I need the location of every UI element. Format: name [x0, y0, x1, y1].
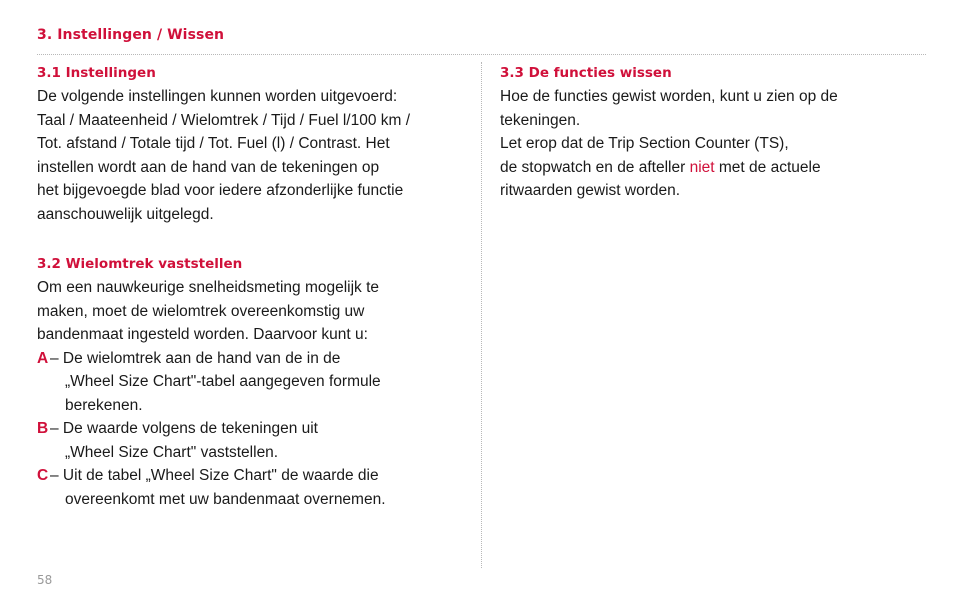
list-item-b [37, 417, 457, 464]
header-divider [37, 54, 926, 55]
instellingen-paragraph [37, 85, 457, 226]
right-column [500, 62, 910, 203]
text-line: de stopwatch en de afteller [500, 158, 690, 176]
text-line: De volgende instellingen kunnen worden uitgevoerd: [37, 88, 398, 105]
section-title: 3. Instellingen / Wissen [37, 27, 225, 43]
text-line: Taal / Maateenheid / Wielomtrek / Tijd / Fuel l/100 km / [37, 111, 411, 129]
text-line: Tot. afstand / Totale tijd / Tot. Fuel (l) / Contrast. Het [37, 135, 390, 152]
emphasis-niet: niet [689, 158, 715, 176]
text-line: Let erop dat de Trip Section Counter (TS), [500, 135, 789, 152]
wielomtrek-paragraph [37, 276, 457, 347]
left-column [37, 62, 457, 511]
text-line: – Uit de tabel „Wheel Size Chart" de waarde die [50, 467, 379, 484]
text-line: tekeningen. [500, 111, 581, 129]
text-line: berekenen. [65, 396, 143, 414]
heading-instellingen: 3.1 Instellingen [37, 65, 156, 81]
text-line: het bijgevoegde blad voor iedere afzonderlijke functie [37, 182, 404, 199]
text-line: instellen wordt aan de hand van de tekeningen op [37, 158, 380, 176]
column-divider [481, 62, 482, 568]
text-line: „Wheel Size Chart" vaststellen. [65, 443, 279, 461]
list-item-c [37, 464, 457, 511]
text-line: met de actuele [714, 158, 821, 176]
text-line: Om een nauwkeurige snelheidsmeting mogelijk te [37, 279, 380, 296]
list-key-c: C [37, 467, 49, 484]
text-line: aanschouwelijk uitgelegd. [37, 205, 214, 223]
text-line: ritwaarden gewist worden. [500, 182, 681, 199]
wissen-paragraph [500, 85, 910, 203]
text-line: overeenkomt met uw bandenmaat overnemen. [65, 490, 386, 508]
text-line: maken, moet de wielomtrek overeenkomstig uw [37, 302, 365, 320]
heading-functies-wissen: 3.3 De functies wissen [500, 65, 672, 81]
heading-wielomtrek: 3.2 Wielomtrek vaststellen [37, 256, 243, 272]
list-key-a: A [37, 349, 49, 367]
page-number: 58 [37, 573, 53, 587]
text-line: Hoe de functies gewist worden, kunt u zien op de [500, 88, 838, 105]
list-item-a [37, 347, 457, 418]
text-line: „Wheel Size Chart"-tabel aangegeven formule [65, 373, 381, 390]
text-line: – De waarde volgens de tekeningen uit [50, 420, 318, 437]
text-line: bandenmaat ingesteld worden. Daarvoor kunt u: [37, 326, 368, 343]
list-key-b: B [37, 420, 49, 437]
text-line: – De wielomtrek aan de hand van de in de [50, 349, 341, 367]
